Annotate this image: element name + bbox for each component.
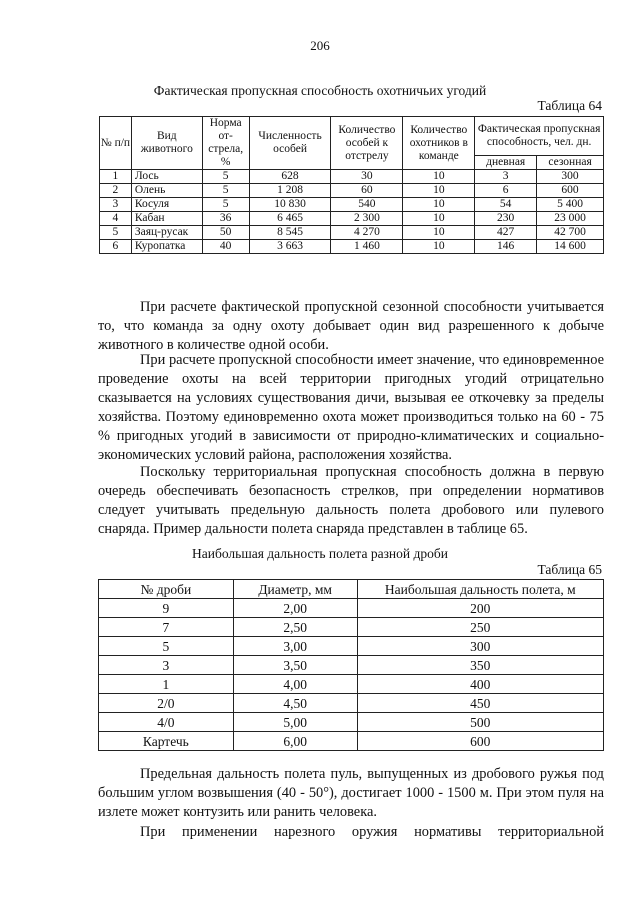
cell-population: 628 bbox=[249, 170, 331, 184]
cell-num: 2 bbox=[100, 184, 132, 198]
cell-daily: 427 bbox=[475, 226, 537, 240]
hunting-capacity-table bbox=[99, 116, 604, 254]
table-64-label: Таблица 64 bbox=[537, 98, 602, 113]
cell-daily: 6 bbox=[475, 184, 537, 198]
cell-distance: 600 bbox=[357, 732, 603, 751]
cell-shot: 9 bbox=[99, 599, 234, 618]
cell-harvest: 2 300 bbox=[331, 212, 403, 226]
cell-num: 6 bbox=[100, 240, 132, 254]
cell-distance: 500 bbox=[357, 713, 603, 732]
shot-range-table bbox=[98, 579, 604, 751]
cell-shot: 2/0 bbox=[99, 694, 234, 713]
cell-diameter: 3,00 bbox=[233, 637, 357, 656]
table-65-title: Наибольшая дальность полета разной дроби bbox=[192, 546, 448, 561]
header-daily: дневная bbox=[475, 156, 537, 170]
cell-num: 3 bbox=[100, 198, 132, 212]
header-harvest: Количество особей к отстрелу bbox=[331, 117, 403, 170]
cell-population: 6 465 bbox=[249, 212, 331, 226]
cell-distance: 250 bbox=[357, 618, 603, 637]
header-hunters: Количество охотников в команде bbox=[403, 117, 475, 170]
cell-daily: 3 bbox=[475, 170, 537, 184]
cell-harvest: 30 bbox=[331, 170, 403, 184]
cell-diameter: 4,50 bbox=[233, 694, 357, 713]
table-row bbox=[99, 656, 604, 675]
header-shot: № дроби bbox=[99, 580, 234, 599]
header-diameter: Диаметр, мм bbox=[233, 580, 357, 599]
header-distance: Наибольшая дальность полета, м bbox=[357, 580, 603, 599]
cell-distance: 400 bbox=[357, 675, 603, 694]
cell-norm: 40 bbox=[202, 240, 249, 254]
cell-diameter: 4,00 bbox=[233, 675, 357, 694]
cell-species: Кабан bbox=[131, 212, 202, 226]
header-capacity: Фактическая пропускная способность, чел. дн. bbox=[475, 117, 604, 156]
header-seasonal: сезонная bbox=[537, 156, 604, 170]
cell-daily: 230 bbox=[475, 212, 537, 226]
table-row bbox=[99, 618, 604, 637]
cell-species: Олень bbox=[131, 184, 202, 198]
cell-norm: 36 bbox=[202, 212, 249, 226]
cell-population: 10 830 bbox=[249, 198, 331, 212]
paragraph-3: Поскольку территориальная пропускная способность должна в первую очередь обеспечивать безопасность стрелков, при определении нормативов следует учитывать предельную дальность полета дробового или пулевого снаряда. Пример дальности полета снаряда представлен в таблице 65. bbox=[98, 464, 604, 537]
cell-hunters: 10 bbox=[403, 226, 475, 240]
cell-diameter: 5,00 bbox=[233, 713, 357, 732]
cell-norm: 5 bbox=[202, 198, 249, 212]
cell-shot: 5 bbox=[99, 637, 234, 656]
cell-daily: 146 bbox=[475, 240, 537, 254]
table-row bbox=[99, 732, 604, 751]
cell-species: Заяц-русак bbox=[131, 226, 202, 240]
cell-num: 1 bbox=[100, 170, 132, 184]
table-65-label: Таблица 65 bbox=[537, 562, 602, 577]
cell-hunters: 10 bbox=[403, 198, 475, 212]
cell-seasonal: 600 bbox=[537, 184, 604, 198]
paragraph-4: Предельная дальность полета пуль, выпущенных из дробового ружья под большим углом возвышения (40 - 50°), достигает 1000 - 1500 м. При этом пуля на излете может контузить или ранить человека. bbox=[98, 766, 604, 820]
header-species: Вид животного bbox=[131, 117, 202, 170]
cell-hunters: 10 bbox=[403, 170, 475, 184]
cell-seasonal: 23 000 bbox=[537, 212, 604, 226]
cell-harvest: 60 bbox=[331, 184, 403, 198]
cell-distance: 350 bbox=[357, 656, 603, 675]
page-number: 206 bbox=[310, 38, 330, 53]
cell-num: 5 bbox=[100, 226, 132, 240]
table-row bbox=[100, 184, 604, 198]
cell-distance: 450 bbox=[357, 694, 603, 713]
table-row bbox=[100, 212, 604, 226]
cell-species: Куропатка bbox=[131, 240, 202, 254]
cell-hunters: 10 bbox=[403, 240, 475, 254]
cell-diameter: 2,50 bbox=[233, 618, 357, 637]
cell-population: 8 545 bbox=[249, 226, 331, 240]
cell-population: 3 663 bbox=[249, 240, 331, 254]
paragraph-2: При расчете пропускной способности имеет значение, что единовременное проведение охоты на всей территории пригодных угодий отрицательно сказывается на условиях существования дичи, вызывая ее откочевку за пределы хозяйства. Поэтому единовременно охота может производиться только на 60 - 75 % пригодных угодий в зависимости от природно-климатических и социально-экономических условий района, расположения хозяйства. bbox=[98, 352, 604, 463]
cell-species: Лось bbox=[131, 170, 202, 184]
cell-hunters: 10 bbox=[403, 184, 475, 198]
table-row bbox=[99, 599, 604, 618]
cell-shot: 7 bbox=[99, 618, 234, 637]
cell-shot: 1 bbox=[99, 675, 234, 694]
cell-norm: 50 bbox=[202, 226, 249, 240]
header-population: Численность особей bbox=[249, 117, 331, 170]
table-64-title: Фактическая пропускная способность охотничьих угодий bbox=[153, 83, 487, 98]
cell-shot: 3 bbox=[99, 656, 234, 675]
cell-hunters: 10 bbox=[403, 212, 475, 226]
cell-diameter: 6,00 bbox=[233, 732, 357, 751]
table-row bbox=[99, 675, 604, 694]
table-row bbox=[100, 198, 604, 212]
table-row bbox=[99, 694, 604, 713]
cell-norm: 5 bbox=[202, 184, 249, 198]
cell-harvest: 540 bbox=[331, 198, 403, 212]
cell-distance: 300 bbox=[357, 637, 603, 656]
cell-seasonal: 300 bbox=[537, 170, 604, 184]
table-row bbox=[99, 637, 604, 656]
cell-diameter: 2,00 bbox=[233, 599, 357, 618]
cell-seasonal: 42 700 bbox=[537, 226, 604, 240]
cell-species: Косуля bbox=[131, 198, 202, 212]
table-row bbox=[99, 713, 604, 732]
paragraph-1: При расчете фактической пропускной сезонной способности учитывается то, что команда за одну охоту добывает один вид разрешенного к добыче животного в количестве одной особи. bbox=[98, 299, 604, 353]
table-row bbox=[100, 240, 604, 254]
cell-harvest: 4 270 bbox=[331, 226, 403, 240]
cell-daily: 54 bbox=[475, 198, 537, 212]
table-row bbox=[100, 170, 604, 184]
cell-norm: 5 bbox=[202, 170, 249, 184]
cell-seasonal: 14 600 bbox=[537, 240, 604, 254]
table-row bbox=[100, 226, 604, 240]
header-norm: Норма от-стрела, % bbox=[202, 117, 249, 170]
cell-num: 4 bbox=[100, 212, 132, 226]
cell-diameter: 3,50 bbox=[233, 656, 357, 675]
header-num: № п/п bbox=[100, 117, 132, 170]
cell-shot: Картечь bbox=[99, 732, 234, 751]
cell-population: 1 208 bbox=[249, 184, 331, 198]
paragraph-5: При применении нарезного оружия нормативы территориальной bbox=[140, 824, 604, 840]
cell-seasonal: 5 400 bbox=[537, 198, 604, 212]
cell-shot: 4/0 bbox=[99, 713, 234, 732]
cell-distance: 200 bbox=[357, 599, 603, 618]
cell-harvest: 1 460 bbox=[331, 240, 403, 254]
